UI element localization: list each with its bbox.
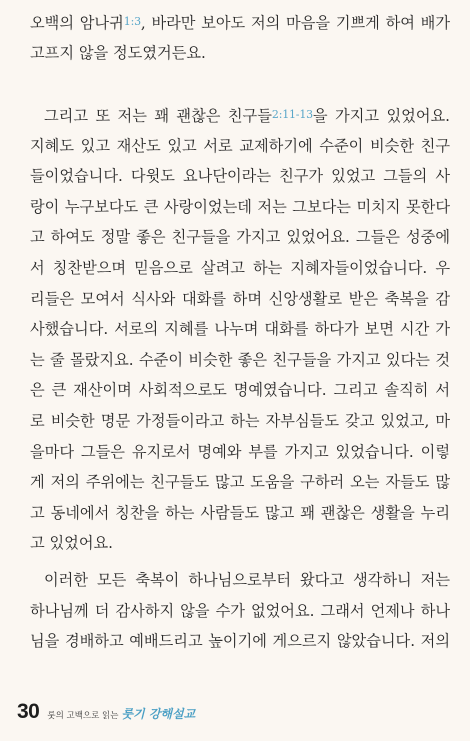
text-line [30, 161, 450, 192]
text-line [30, 100, 450, 131]
text-line [30, 222, 450, 253]
book-subtitle: 룻의 고백으로 읽는 [47, 711, 119, 721]
line-text: 고 하여도 정말 좋은 친구들을 가지고 있었어요. 그들은 성중에 [30, 228, 450, 247]
line-text: 오백의 암나귀 [30, 14, 124, 32]
page-footer [17, 700, 195, 726]
line-text: 하나님께 더 감사하지 않을 수가 없었어요. 그래서 언제나 하나 [30, 601, 450, 620]
text-line [30, 498, 450, 529]
line-text: 은 큰 재산이며 사회적으로도 명예였습니다. 그리고 솔직히 서 [30, 381, 450, 400]
line-text: 랑이 누구보다도 큰 사랑이었는데 저는 그보다는 미치지 못한다 [30, 197, 450, 216]
book-title: 룻기 강해설교 [121, 707, 196, 721]
line-text: 이러한 모든 축복이 하나님으로부터 왔다고 생각하니 저는 [44, 571, 450, 589]
text-line [30, 7, 450, 38]
paragraph-3 [30, 565, 450, 657]
line-text-continued: , 바라만 보아도 저의 마음을 기쁘게 하여 배가 [140, 14, 450, 32]
line-text: 서 칭찬받으며 믿음으로 살려고 하는 지혜자들이었습니다. 우 [30, 258, 450, 277]
text-line [30, 345, 450, 376]
text-line [30, 284, 450, 315]
text-line [30, 565, 450, 596]
verse-reference: 2:11-13 [271, 108, 313, 121]
line-text: 고 동네에서 칭찬을 하는 사람들도 많고 꽤 괜찮은 생활을 누리 [30, 503, 450, 522]
text-line [30, 626, 450, 657]
text-line [30, 406, 450, 437]
line-text: 는 줄 몰랐지요. 수준이 비슷한 좋은 친구들을 가지고 있다는 것 [30, 350, 450, 369]
text-line [30, 38, 450, 69]
line-text: 고프지 않을 정도였거든요. [30, 43, 206, 62]
paragraph-1 [30, 7, 450, 68]
line-text: 고 있었어요. [30, 534, 114, 553]
line-text-continued: 을 가지고 있었어요. [312, 107, 450, 125]
text-line [30, 528, 450, 559]
line-text: 리들은 모여서 식사와 대화를 하며 신앙생활로 받은 축복을 감 [30, 289, 450, 308]
line-text: 님을 경배하고 예배드리고 높이기에 게으르지 않았습니다. 저의 [30, 632, 450, 651]
paragraph-2 [30, 100, 450, 559]
line-text: 들이었습니다. 다윗도 요나단이라는 친구가 있었고 그들의 사 [30, 167, 450, 186]
text-line [30, 467, 450, 498]
text-line [30, 375, 450, 406]
text-line [30, 131, 450, 162]
text-line [30, 437, 450, 468]
text-line [30, 314, 450, 345]
line-text: 그리고 또 저는 꽤 괜찮은 친구들 [44, 107, 272, 125]
verse-reference: 1:3 [123, 15, 141, 28]
line-text: 지혜도 있고 재산도 있고 서로 교제하기에 수준이 비슷한 친구 [30, 136, 450, 155]
page-number: 30 [17, 700, 40, 723]
line-text: 로 비슷한 명문 가정들이라고 하는 자부심들도 갖고 있었고, 마 [30, 411, 450, 430]
line-text: 사했습니다. 서로의 지혜를 나누며 대화를 하다가 보면 시간 가 [30, 320, 450, 339]
line-text: 게 저의 주위에는 친구들도 많고 도움을 구하러 오는 자들도 많 [30, 473, 450, 492]
text-line [30, 596, 450, 627]
line-text: 을마다 그들은 유지로서 명예와 부를 가지고 있었습니다. 이렇 [30, 442, 450, 461]
text-line [30, 192, 450, 223]
text-line [30, 253, 450, 284]
